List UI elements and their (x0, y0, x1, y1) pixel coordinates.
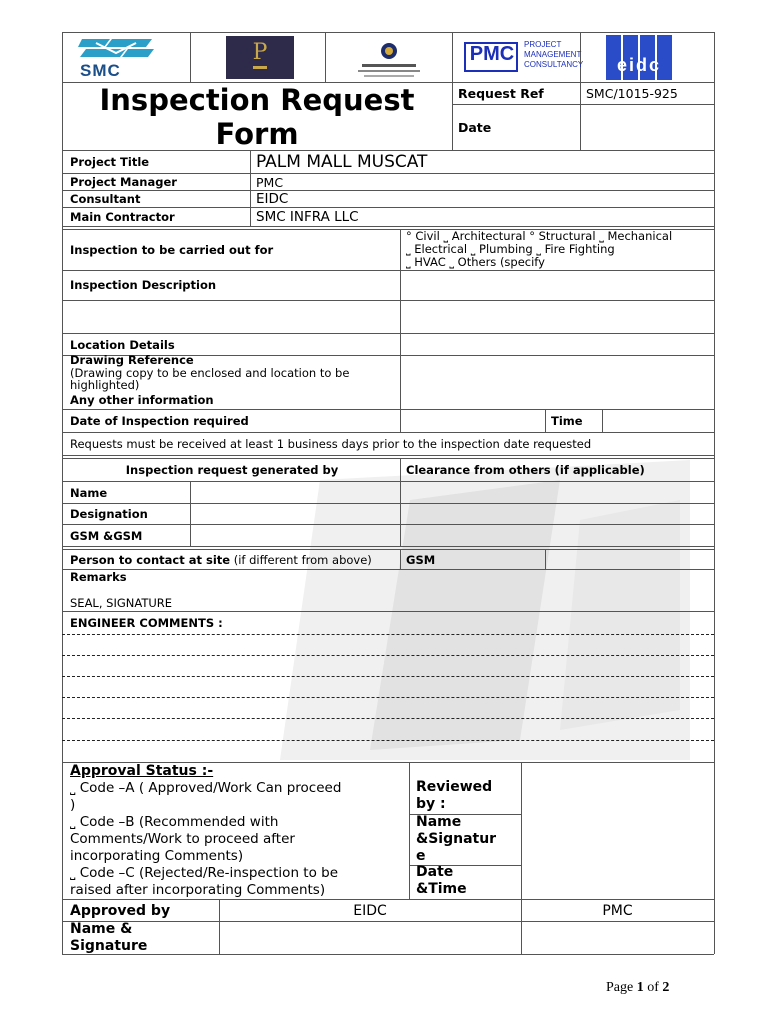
contact-gsm-label: GSM (406, 552, 436, 567)
time-label: Time (551, 414, 583, 428)
approval-status-label: Approval Status :- (70, 763, 214, 779)
carried-out-for-label: Inspection to be carried out for (70, 243, 274, 257)
project-title-value: PALM MALL MUSCAT (256, 152, 428, 172)
name-label: Name (70, 485, 108, 500)
notice-text: Requests must be received at least 1 business days prior to the inspection date requested (70, 437, 592, 451)
time-field[interactable] (602, 410, 714, 432)
clearance-gsm-field[interactable] (400, 525, 714, 546)
pmc-logo-abbr: PMC (469, 43, 515, 65)
drawing-note: (Drawing copy to be enclosed and location to be (70, 365, 350, 380)
contact-person-label: Person to contact at site (if different from above) (70, 552, 372, 567)
designation-field[interactable] (190, 504, 400, 524)
p-logo-letter: P (252, 40, 268, 65)
project-manager-label: Project Manager (70, 175, 177, 189)
code-a-option: ⎵ Code –A ( Approved/Work Can proceed (70, 780, 342, 796)
consultant-value: EIDC (256, 191, 289, 207)
date-value-field[interactable] (580, 105, 714, 150)
main-contractor-value: SMC INFRA LLC (256, 209, 359, 225)
reviewed-by-label: Reviewed by : (416, 779, 493, 812)
page-number: Page 1 of 2 (606, 980, 670, 995)
approved-by-label: Approved by (70, 902, 171, 919)
engineer-comments-label: ENGINEER COMMENTS : (70, 616, 223, 630)
consultant-label: Consultant (70, 192, 141, 206)
drawing-reference-field[interactable] (400, 356, 714, 409)
main-contractor-label: Main Contractor (70, 210, 175, 224)
location-details-field[interactable] (400, 334, 714, 355)
date-required-label: Date of Inspection required (70, 414, 249, 428)
request-ref-value: SMC/1015-925 (586, 86, 678, 101)
location-details-label: Location Details (70, 337, 175, 352)
pmc-logo-tagline: PROJECT MANAGEMENT CONSULTANCY (524, 40, 584, 69)
reviewer-name-signature-label: Name &Signatur e (416, 814, 497, 864)
seal-signature-label: SEAL, SIGNATURE (70, 596, 173, 610)
discipline-options[interactable]: ° Civil ⎵ Architectural ° Structural ⎵ Mechanical ⎵ Electrical ⎵ Plumbing ⎵ Fire Fighting ⎵ HVAC ⎵ Others (specify (406, 229, 673, 269)
inspection-description-field[interactable] (400, 271, 714, 333)
clearance-header: Clearance from others (if applicable) (406, 463, 645, 477)
smc-logo-text: SMC (80, 61, 121, 80)
clearance-name-field[interactable] (400, 482, 714, 503)
eidc-signature-field[interactable] (220, 922, 521, 954)
p-logo (226, 36, 294, 79)
generated-by-header: Inspection request generated by (125, 463, 339, 477)
emblem-logo (350, 36, 428, 79)
contact-gsm-field[interactable] (545, 550, 714, 569)
code-b-option: ⎵ Code –B (Recommended with (70, 814, 279, 830)
eidc-logo-text: eidc (616, 55, 662, 75)
project-title-label: Project Title (70, 155, 150, 169)
gsm-label: GSM &GSM (70, 528, 143, 543)
date-label: Date (458, 120, 492, 135)
approved-eidc-header: EIDC (353, 902, 387, 919)
pmc-logo (462, 38, 584, 78)
date-required-field[interactable] (400, 410, 545, 432)
approved-name-signature-label: Name & Signature (70, 921, 148, 954)
other-info-label: Any other information (70, 393, 214, 407)
name-field[interactable] (190, 482, 400, 503)
designation-label: Designation (70, 507, 148, 521)
eidc-logo (606, 35, 686, 80)
reviewer-field[interactable] (522, 763, 713, 899)
form-title: Inspection Request Form (99, 83, 415, 151)
approval-codes[interactable]: ⎵ Code –A ( Approved/Work Can proceed ) ⎵ Code –B (Recommended with Comments/Work to proceed after incorporating Comments) ⎵ Code –C (Rejected/Re-inspection to be raised after incorporating Comments) (70, 780, 406, 899)
inspection-description-label: Inspection Description (70, 278, 217, 292)
reviewer-date-time-label: Date &Time (416, 864, 467, 897)
gsm-field[interactable] (190, 525, 400, 546)
code-c-option: ⎵ Code –C (Rejected/Re-inspection to be (70, 865, 339, 881)
drawing-reference-block: Drawing Reference (Drawing copy to be enclosed and location to be highlighted) (70, 354, 398, 392)
pmc-signature-field[interactable] (522, 922, 714, 954)
drawing-reference-label: Drawing Reference (70, 353, 194, 367)
project-manager-value: PMC (256, 174, 284, 190)
smc-logo (68, 35, 186, 80)
clearance-designation-field[interactable] (400, 504, 714, 524)
remarks-label: Remarks (70, 570, 127, 584)
request-ref-label: Request Ref (458, 86, 544, 101)
approved-pmc-header: PMC (602, 902, 633, 919)
